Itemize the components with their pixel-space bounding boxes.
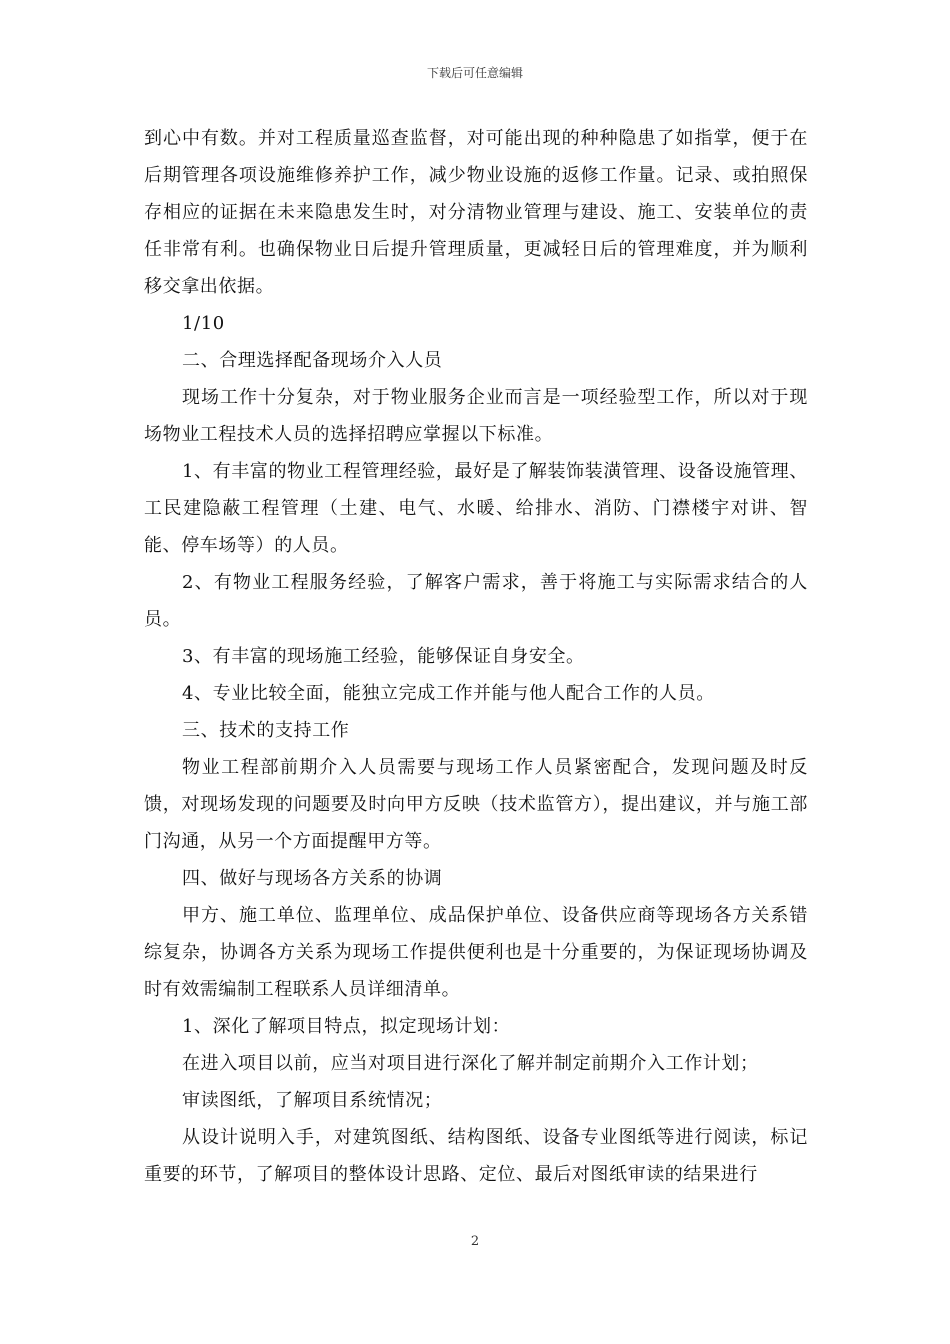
list-item: 3、有丰富的现场施工经验，能够保证自身安全。	[182, 646, 585, 667]
paragraph: 从设计说明入手，对建筑图纸、结构图纸、设备专业图纸等进行阅读，标记重要的环节，了解项目的整体设计思路、定位、最后对图纸审读的结果进行	[144, 1127, 808, 1185]
paragraph: 物业工程部前期介入人员需要与现场工作人员紧密配合，发现问题及时反馈，对现场发现的问题要及时向甲方反映（技术监管方），提出建议，并与施工部门沟通，从另一个方面提醒甲方等。	[144, 757, 808, 852]
paragraph: 在进入项目以前，应当对项目进行深化了解并制定前期介入工作计划；	[182, 1053, 759, 1074]
page-marker: 1/10	[182, 313, 225, 334]
section-heading: 三、技术的支持工作	[182, 720, 350, 741]
paragraph: 甲方、施工单位、监理单位、成品保护单位、设备供应商等现场各方关系错综复杂，协调各方关系为现场工作提供便利也是十分重要的，为保证现场协调及时有效需编制工程联系人员详细清单。	[144, 905, 808, 1000]
list-item: 1、有丰富的物业工程管理经验，最好是了解装饰装潢管理、设备设施管理、工民建隐蔽工程管理（土建、电气、水暖、给排水、消防、门襟楼宇对讲、智能、停车场等）的人员。	[144, 461, 808, 556]
paragraph: 审读图纸，了解项目系统情况；	[182, 1090, 443, 1111]
section-heading: 四、做好与现场各方关系的协调	[182, 868, 443, 889]
list-item: 4、专业比较全面，能独立完成工作并能与他人配合工作的人员。	[182, 683, 715, 704]
document-body	[144, 120, 808, 1193]
section-heading: 二、合理选择配备现场介入人员	[182, 350, 443, 371]
page-header: 下载后可任意编辑	[426, 66, 523, 80]
list-item: 2、有物业工程服务经验，了解客户需求，善于将施工与实际需求结合的人员。	[144, 572, 808, 630]
paragraph: 现场工作十分复杂，对于物业服务企业而言是一项经验型工作，所以对于现场物业工程技术人员的选择招聘应掌握以下标准。	[144, 387, 808, 445]
page-number: 2	[470, 1234, 480, 1249]
paragraph: 到心中有数。并对工程质量巡查监督，对可能出现的种种隐患了如指掌，便于在后期管理各项设施维修养护工作，减少物业设施的返修工作量。记录、或拍照保存相应的证据在未来隐患发生时，对分清物业管理与建设、施工、安装单位的责任非常有利。也确保物业日后提升管理质量，更减轻日后的管理难度，并为顺利移交拿出依据。	[144, 128, 808, 297]
list-item: 1、深化了解项目特点，拟定现场计划：	[182, 1016, 511, 1037]
